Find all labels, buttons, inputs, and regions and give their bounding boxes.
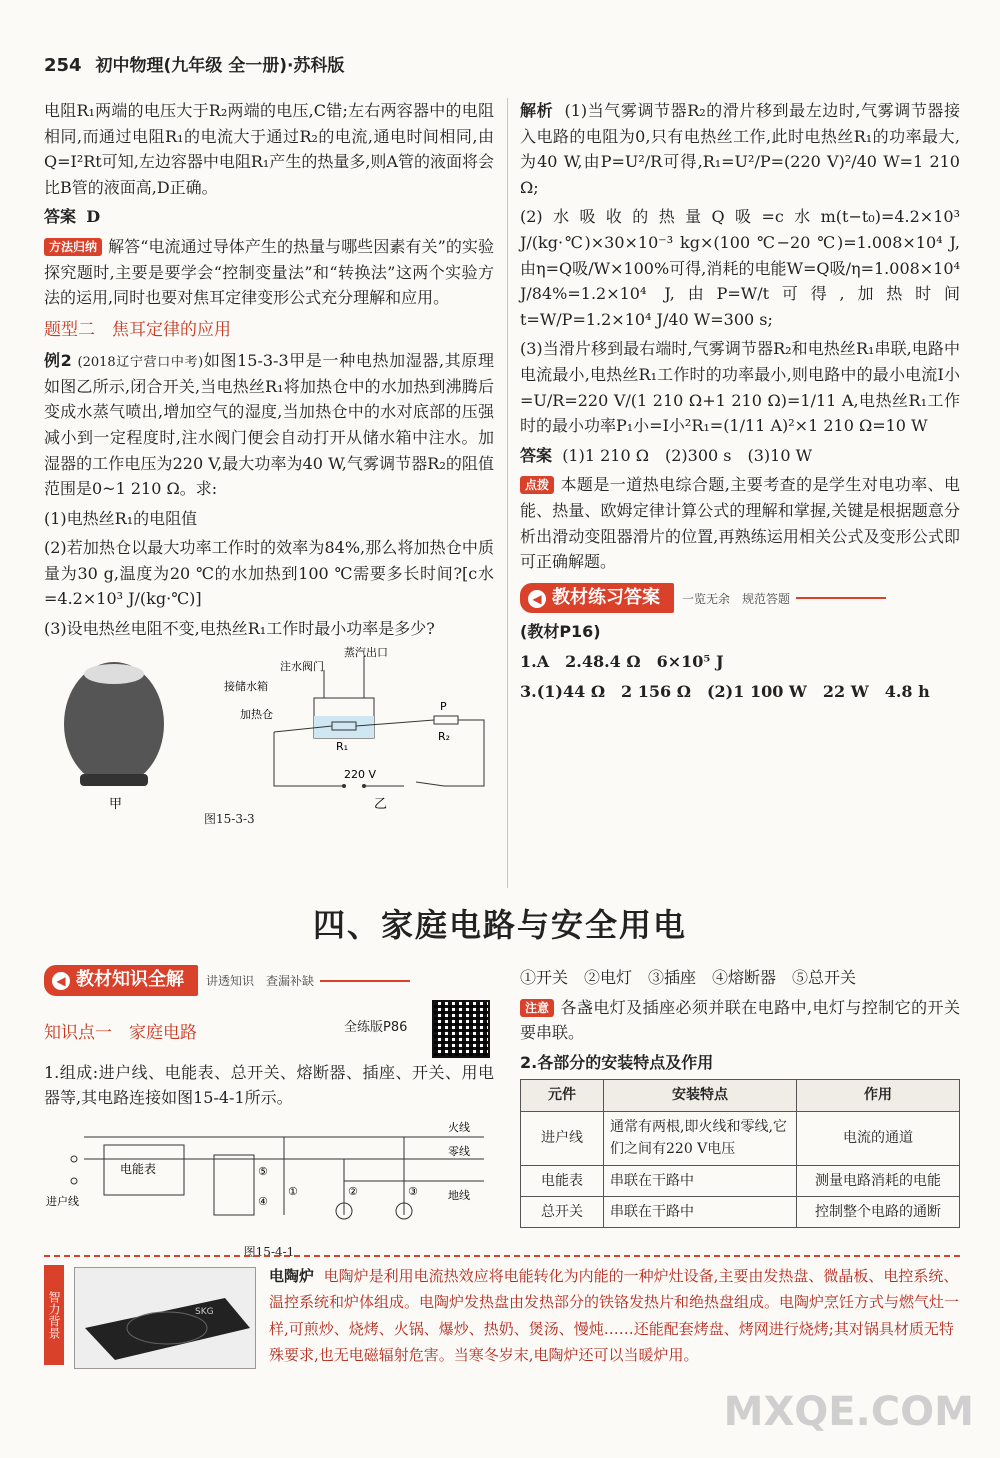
method-summary: 方法归纳 解答“电流通过导体产生的热量与哪些因素有关”的实验探究题时,主要是要学会“控制变量法”和“转换法”这两个实验方法的运用,同时也要对焦耳定律变形公式充分理解和应用。: [44, 236, 494, 308]
label-meter: 电能表: [120, 1161, 157, 1176]
figure-15-3-3: [44, 645, 494, 826]
wire-left: [274, 732, 344, 786]
inlet-terminal-1: [71, 1156, 77, 1162]
humidifier-base: [80, 774, 148, 786]
exercise-answers-banner: ◀ 教材练习答案 一览无余 规范答题: [520, 583, 960, 614]
inlet-terminal-2: [71, 1178, 77, 1184]
label-n4: ④: [258, 1194, 268, 1208]
speaker-icon-2: ◀: [52, 972, 70, 990]
note-tag: 注意: [520, 999, 554, 1017]
analysis-continued: 电阻R₁两端的电压大于R₂两端的电压,C错;左右两容器中的电阻相同,而通过电阻R₁的电流大于通过R₂的电流,通电时间相同,由Q=I²Rt可知,左边容器中电阻R₁产生的热量多,则A管的液面将会比B管的液面高,D正确。: [44, 101, 494, 197]
main-switch-box: [214, 1155, 254, 1215]
chapter-title: 四、家庭电路与安全用电: [312, 906, 687, 944]
knowledge-banner: ◀ 教材知识全解 讲透知识 查漏补缺: [44, 965, 494, 996]
kp-ref: 全练版P86: [344, 1019, 408, 1035]
qr-code-icon[interactable]: [432, 1000, 490, 1058]
humidifier-figure: [44, 646, 494, 816]
answer-line: 答案 D: [44, 207, 101, 227]
label-r2: R₂: [438, 729, 451, 743]
circuit-legend: ①开关 ②电灯 ③插座 ④熔断器 ⑤总开关: [520, 968, 857, 987]
solution-2: (2)水吸收的热量Q吸=c水m(t−t₀)=4.2×10³ J/(kg·℃)×30×10⁻³ kg×(100 ℃−20 ℃)=1.008×10⁴ J,由η=Q吸/W×100%可得,消耗的电能W=Q吸/η=1.008×10⁴ J/84%=1.2×10⁴ J,由P=W/t可得,加热时间t=W/P=1.2×10⁴ J/40 W=300 s;: [520, 207, 960, 329]
side-tag: 智力背景: [44, 1265, 64, 1365]
table-row: 总开关 串联在干路中 控制整个电路的通断: [521, 1196, 960, 1227]
background-box: [44, 1255, 960, 1377]
left-column: [44, 98, 495, 826]
watermark: MXQE.COM: [723, 1389, 974, 1435]
book-title: 初中物理(九年级 全一册)·苏科版: [95, 56, 345, 76]
label-voltage: 220 V: [344, 767, 377, 781]
question-3: (3)设电热丝电阻不变,电热丝R₁工作时最小功率是多少?: [44, 619, 435, 639]
lower-right: [520, 965, 960, 1228]
terminal-b: [362, 784, 366, 788]
brand-logo: SKG: [195, 1307, 214, 1317]
label-tank: 接储水箱: [224, 679, 268, 693]
label-n5: ⑤: [258, 1164, 268, 1178]
label-r1: R₁: [336, 739, 349, 753]
solution-1: 解析 (1)当气雾调节器R₂的滑片移到最左边时,气雾调节器接入电路的电阻为0,只有电热丝工作,此时电热丝R₁的功率最大,为40 W,由P=U²/R可得,R₁=U²/P=(220 V)²/40 W=1 210 Ω;: [520, 101, 960, 197]
stove-text: 电陶炉 电陶炉是利用电流热效应将电能转化为内能的一种炉灶设备,主要由发热盘、微晶板、电控系统、温控系统和炉体组成。电陶炉发热盘由发热部分的铁铬发热片和绝热盘组成。电陶炉烹饪方式与燃气灶一样,可煎炒、烧烤、火锅、爆炒、热奶、煲汤、慢炖……还能配套烤盘、烤网进行烧烤;其对锅具材质无特殊要求,也无电磁辐射危害。当寒冬岁末,电陶炉还可以当暖炉用。: [269, 1267, 960, 1364]
label-n1: ①: [288, 1184, 298, 1198]
column-divider: [507, 98, 508, 888]
tip: 点拨 本题是一道热电综合题,主要考查的是学生对电功率、电能、热量、欧姆定律计算公式的理解和掌握,关键是根据题意分析出滑动变阻器滑片的位置,再熟练运用相关公式及变形公式即可正确解题。: [520, 475, 960, 572]
label-yi: 乙: [374, 796, 388, 812]
label-n2: ②: [348, 1184, 358, 1198]
textbook-ref: (教材P16): [520, 622, 601, 642]
kp-title: 知识点一 家庭电路: [44, 1022, 197, 1043]
label-steam-outlet: 蒸汽出口: [344, 645, 388, 659]
answer-line-2: 答案 (1)1 210 Ω (2)300 s (3)10 W: [520, 445, 813, 465]
page-header: [44, 52, 344, 81]
question-1: (1)电热丝R₁的电阻值: [44, 508, 198, 528]
kp-row: [44, 996, 494, 1060]
label-fire: 火线: [448, 1120, 470, 1134]
label-p: P: [440, 699, 447, 713]
components-table: [520, 1079, 960, 1228]
page-number: 254: [44, 55, 82, 76]
question-2: (2)若加热仓以最大功率工作时的效率为84%,那么将加热仓中质量为30 g,温度为20 ℃的水加热到100 ℃需要多长时间?[c水=4.2×10³ J/(kg·℃)]: [44, 538, 494, 609]
method-tag: 方法归纳: [44, 238, 102, 256]
label-n3: ③: [408, 1184, 418, 1198]
example-2: 例2 (2018辽宁营口中考)如图15-3-3甲是一种电热加湿器,其原理如图乙所示,闭合开关,当电热丝R₁将加热仓中的水加热到沸腾后变成水蒸气喷出,增加空气的湿度,当加热仓中的水对底部的压强减小到一定程度时,注水阀门便会自动打开从储水箱中注水。加湿器的工作电压为220 V,最大功率为40 W,气雾调节器R₂的阻值范围是0~1 210 Ω。求:: [44, 350, 495, 499]
figure-caption-2: 图15-4-1: [243, 1244, 295, 1259]
textbook-answer-1: 1.A 2.48.4 Ω 6×10⁵ J: [520, 652, 724, 672]
table-row: 进户线 通常有两根,即火线和零线,它们之间有220 V电压 电流的通道: [521, 1111, 960, 1165]
textbook-answer-2: 3.(1)44 Ω 2 156 Ω (2)1 100 W 22 W 4.8 h: [520, 681, 930, 701]
table-header: 元件 安装特点 作用: [521, 1080, 960, 1111]
stove-top: [85, 1298, 250, 1360]
right-column: [520, 98, 960, 708]
r2-resistor: [434, 716, 458, 724]
label-zero: 零线: [448, 1144, 470, 1158]
tip-tag: 点拨: [520, 476, 554, 494]
humidifier-top: [84, 664, 144, 684]
label-ground: 地线: [448, 1188, 470, 1202]
label-jia: 甲: [109, 796, 123, 812]
solution-3: (3)当滑片移到最右端时,气雾调节器R₂和电热丝R₁串联,电路中电流最小,电热丝R₁工作时的功率最小,则电路中的最小电流I小=U/R=220 V/(1 210 Ω+1 210 Ω)=1/11 A,电热丝R₁工作时的最小功率P₁小=I小²R₁=(1/11 A)²×1 210 Ω=10 W: [520, 339, 960, 436]
table-row: 电能表 串联在干路中 测量电路消耗的电能: [521, 1165, 960, 1196]
note: 注意 各盏电灯及插座必须并联在电路中,电灯与控制它的开关要串联。: [520, 997, 960, 1043]
lower-left: [44, 965, 494, 1262]
ceramic-stove-image: [74, 1267, 256, 1369]
speaker-icon: ◀: [528, 590, 546, 608]
table-title: 2.各部分的安装特点及作用: [520, 1052, 714, 1072]
label-inlet: 进户线: [46, 1194, 79, 1208]
composition-text: 1.组成:进户线、电能表、总开关、熔断器、插座、开关、用电器等,其电路连接如图15-4-1所示。: [44, 1062, 494, 1108]
label-chamber: 加热仓: [240, 707, 273, 721]
figure-caption: 图15-3-3: [204, 811, 255, 826]
terminal-a: [342, 784, 346, 788]
label-inlet-valve: 注水阀门: [280, 659, 324, 673]
household-circuit-figure: [44, 1115, 494, 1235]
section-title: 题型二 焦耳定律的应用: [44, 319, 231, 340]
